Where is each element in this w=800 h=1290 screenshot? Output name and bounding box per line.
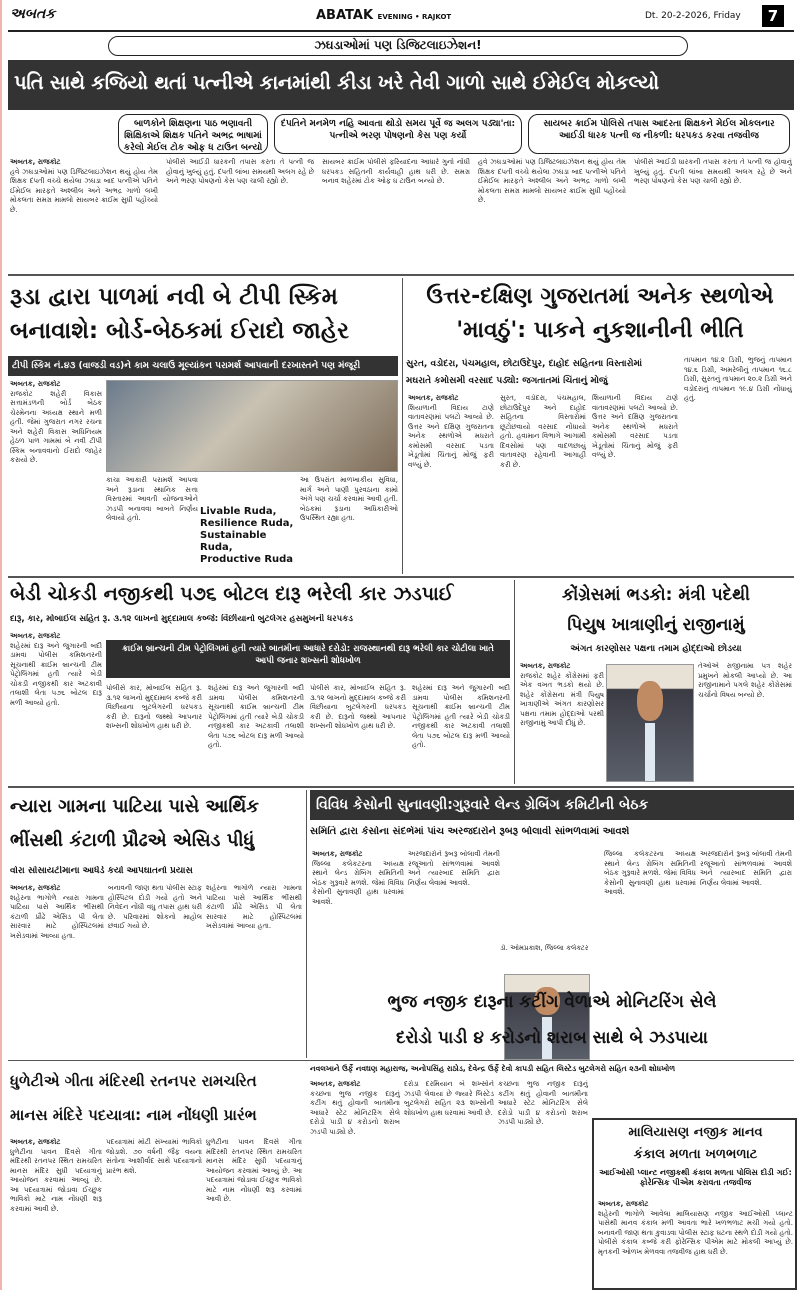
congress-subhead: અંગત કારણોસર પક્ષના તમામ હોદ્દાઓ છોડયા bbox=[570, 644, 742, 654]
logo: અબતક bbox=[10, 6, 56, 22]
liquor-body-4: પોલીસે કાર, મોબાઈલ સહિત રૂ. ૩.૧૨ લાખનો મુદ્દામાલ કબ્જે કરી વિંછીયાના બુટલેગરની ધરપકડ કરી છે. દારૂનો જથ્થો આપનાર શખ્સની શોધખોળ હાથ ધરી છે. bbox=[310, 684, 406, 730]
bhuj-body-1: અબતક, રાજકોટ કચ્છના ભુજ નજીક દારૂનું કટીંગ થતું હોવાની બાતમીના આધારે સ્ટેટ મોનિટરિંગ સેલે દરોડો પાડી ૪ કરોડનો શરાબ ઝડપી પાડ્યો છે. bbox=[310, 1080, 400, 1136]
portrait-photo bbox=[606, 664, 694, 782]
land-body-2: અરજદારોને રૂબરૂ બોલાવી તેમની રજૂઆતો સાંભળવામાં આવશે અને ત્યારબાદ સમિતિ દ્વારા નિર્ણય લેવામાં આવશે. bbox=[408, 850, 500, 887]
skeleton-headline: માલિયાસણ નજીક માનવ કંકાલ મળતા ખળભળાટ bbox=[628, 1125, 763, 1162]
acid-body-1: અબતક, રાજકોટ શહેરના ભાગોળે ન્યારા ગામના પાટિયા પાસે આર્થિક ભીંસથી કંટાળી પ્રૌઢે એસિડ પી લેતા સારવાર માટે હોસ્પિટલમાં ખસેડવામાં આવ્યા હતા. bbox=[10, 884, 104, 940]
rain-body-2: સુરત, વડોદરા, પંચમહાલ, છોટાઉદેપુર અને દાહોદ સહિતના વિસ્તારોમાં છૂટોછવાયો વરસાદ નોંધાયો હતો. હવામાન વિભાગે આગામી દિવસોમાં પણ વાદળછાયું વાતાવરણ રહેવાની આગાહી કરી છે. bbox=[500, 394, 586, 469]
padyatra-body-2: પદયાત્રામાં મોટી સંખ્યામાં ભાવિકો જોડાશે. ૭૦ વર્ષની જૈફ વયના સંતોના આશીર્વાદ સાથે પદયાત્રાનો પ્રારંભ થશે. bbox=[106, 1138, 202, 1175]
acid-headline: ન્યારા ગામના પાટિયા પાસે આર્થિક ભીંસથી કંટાળી પ્રૌઢએ એસિડ પીધું bbox=[10, 796, 259, 851]
skeleton-body: અબતક, રાજકોટ શહેરની ભાગોળે આવેલા માલિયાસણ નજીક આઈઓસી પ્લાન્ટ પાસેથી માનવ કંકાલ મળી આવતા ભારે ખળભળાટ મચી ગયો હતો. બનાવની જાણ થતા કુવાડવા પોલીસ સ્ટાફ ઘટના સ્થળે દોડી ગયો હતો. પોલીસે કંકાલ કબ્જે કરી ફોરેન્સિક પીએમ માટે મોકલી આપ્યું છે. મૃતકની ઓળખ મેળવવા તજવીજ હાથ ધરી છે. bbox=[598, 1200, 793, 1256]
ruda-headline: રૂડા દ્વારા પાળમાં નવી બે ટીપી સ્કિમ બનાવાશે: બોર્ડ-બેઠકમાં ઈરાદો જાહેર bbox=[10, 284, 350, 344]
acid-body-2: બનાવની જાણ થતા પોલીસ સ્ટાફ હોસ્પિટલ દોડી ગયો હતો અને નિવેદન નોંધી વધુ તપાસ હાથ ધરી છે. પરિવારમાં શોકનો માહોલ છવાઈ ગયો છે. bbox=[108, 884, 202, 930]
liquor-headline: બેડી ચોકડી નજીકથી ૫૭૬ બોટલ દારૂ ભરેલી કાર ઝડપાઈ bbox=[10, 583, 454, 605]
section-rule bbox=[8, 274, 794, 276]
section-rule-3 bbox=[8, 786, 794, 788]
ruda-body-1: અબતક, રાજકોટ રાજકોટ શહેરી વિકાસ સત્તામંડળની બોર્ડ બેઠક ચેરમેનના અધ્યક્ષ સ્થાને મળી હતી. જેમાં ગુજરાત નગર રચના અને શહેરી વિકાસ અધિનિયમ હેઠળ પાળ ગામમાં બે નવી ટીપી સ્કિમ બનાવવાનો ઈરાદો જાહેર કરાયો છે. bbox=[10, 380, 102, 464]
liquor-body-5: શહેરમાં દારૂ અને જુગારની બદી ડામવા પોલીસ કમિશનરની સૂચનાથી ક્રાઈમ બ્રાન્ચની ટીમ પેટ્રોલિંગમાં હતી ત્યારે બેડી ચોકડી નજીકથી કાર અટકાવી તલાશી લેતા ૫૭૬ બોટલ દારૂ મળી આવ્યો હતો. bbox=[412, 684, 510, 749]
congress-body-2: તેઓએ રાજીનામા પત્ર શહેર પ્રમુખને મોકલી આપ્યો છે. આ રાજીનામાને પગલે શહેર કોંગ્રેસમાં ચર્ચાનો વિષય બન્યો છે. bbox=[698, 662, 792, 699]
story1-body: અબતક, રાજકોટ હવે ઝઘડાઓમાં પણ ડિજિટલાઇઝેશન થયું હોય તેમ શિક્ષક દંપતી વચ્ચે થયેલા ઝઘડા બાદ પત્નીએ પતિને ઈમેઈલ મારફતે અશ્લીલ અને અભદ્ર ગાળો લખી મોકલતા સમગ્ર મામલો સાયબર ક્રાઈમ સુધી પહોંચ્યો છે. પોલીસે આઈડી ધારકની તપાસ કરતા તે પત્ની જ હોવાનું ખુલ્યું હતું. દંપતી લાંબા સમયથી અલગ રહે છે અને ભરણ પોષણનો કેસ પણ ચાલી રહ્યો છે. સાયબર ક્રાઈમ પોલીસે ફરિયાદના આધારે ગુનો નોંધી ધરપકડ સહિતની કાર્યવાહી હાથ ધરી છે. સમગ્ર બનાવ શહેરમાં ટોક ઓફ ધ ટાઉન બન્યો છે. હવે ઝઘડાઓમાં પણ ડિજિટલાઇઝેશન થયું હોય તેમ શિક્ષક દંપતી વચ્ચે થયેલા ઝઘડા બાદ પત્નીએ પતિને ઈમેઈલ મારફતે અશ્લીલ અને અભદ્ર ગાળો લખી મોકલતા સમગ્ર મામલો સાયબર ક્રાઈમ સુધી પહોંચ્યો છે. પોલીસે આઈડી ધારકની તપાસ કરતા તે પત્ની જ હોવાનું ખુલ્યું હતું. દંપતી લાંબા સમયથી અલગ રહે છે અને ભરણ પોષણનો કેસ પણ ચાલી રહ્યો છે. bbox=[10, 158, 792, 214]
acid-subhead: વોરા સોસાયટીમાના આધેડે કર્યો આપઘાતનો પ્રયાસ bbox=[10, 866, 193, 876]
ruda-slogan: Livable Ruda, Resilience Ruda, Sustainable Ruda, Productive Ruda bbox=[200, 506, 294, 565]
bhuj-subhead: નવલખાને ઉર્ફે નવઘણ મહારાજ, અનોપસિંહ રાઠોડ, દેવેન્દ્ર ઉર્ફે દેવો કાપડી સહિત લિસ્ટેડ બુટલેગરો સહિત ૨૩ની શોધખોળ bbox=[310, 1064, 676, 1073]
padyatra-body-1: અબતક, રાજકોટ ધુળેટીના પાવન દિવસે ગીતા મંદિરથી રતનપર સ્થિત રામચરિત માનસ મંદિર સુધી પદયાત્રાનું આયોજન કરવામાં આવ્યું છે. આ પદયાત્રામાં જોડાવા ઈચ્છુક ભાવિકો માટે નામ નોંધણી શરૂ કરવામાં આવી છે. bbox=[10, 1138, 102, 1213]
col-divider-2 bbox=[514, 580, 515, 784]
bhuj-body-2: દરોડા દરમિયાન બે શખ્સોને ઝડપી લેવાયા છે જ્યારે લિસ્ટેડ બુટલેગરો સહિત ૨૩ શખ્સોની શોધખોળ હાથ ધરવામાં આવી છે. bbox=[404, 1080, 494, 1117]
ruda-subhead: ટીપી સ્કિમ નં.૪૩ (વાજડી વડ)ને કામ ચલાઉ મૂલ્યાંકન પરામર્શ આપવાની દરખાસ્તને પણ મંજૂરી bbox=[8, 356, 398, 376]
congress-body-1: અબતક, રાજકોટ રાજકોટ શહેર કોંગ્રેસમાં ફરી એક વખત ભડકો થયો છે. શહેર કોંગ્રેસના મંત્રી પિયુષ ખાત્રાણીએ અંગત કારણોસર પક્ષના તમામ હોદ્દાઓ પરથી રાજીનામું આપી દીધું છે. bbox=[520, 662, 604, 727]
skeleton-subhead: આઈઓસી પ્લાન્ટ નજીકથી કંકાલ મળતા પોલિસ દોડી ગઈ: ફોરેન્સિક પીએમ કરાવતા તજવીજ bbox=[599, 1168, 792, 1187]
liquor-body-3: શહેરમાં દારૂ અને જુગારની બદી ડામવા પોલીસ કમિશનરની સૂચનાથી ક્રાઈમ બ્રાન્ચની ટીમ પેટ્રોલિંગમાં હતી ત્યારે બેડી ચોકડી નજીકથી કાર અટકાવી તલાશી લેતા ૫૭૬ બોટલ દારૂ મળી આવ્યો હતો. bbox=[208, 684, 304, 749]
rain-body-4: તાપમાન ૧૪.૨ ડિગ્રી, ભુજનું તાપમાન ૧૪.૬ ડિગ્રી, અમરેલીનું તાપમાન ૧૬.૮ ડિગ્રી, સુરતનું તાપમાન ૨૦.૨ ડિગ્રી અને વડોદરાનું તાપમાન ૧૯.૪ ડિગ્રી નોંધાયું હતું. bbox=[684, 356, 792, 402]
padyatra-body-3: ધુળેટીના પાવન દિવસે ગીતા મંદિરથી રતનપર સ્થિત રામચરિત માનસ મંદિર સુધી પદયાત્રાનું આયોજન કરવામાં આવ્યું છે. આ પદયાત્રામાં જોડાવા ઈચ્છુક ભાવિકો માટે નામ નોંધણી શરૂ કરવામાં આવી છે. bbox=[206, 1138, 302, 1203]
section-rule-2 bbox=[8, 576, 794, 578]
liquor-body-2: પોલીસે કાર, મોબાઈલ સહિત રૂ. ૩.૧૨ લાખનો મુદ્દામાલ કબ્જે કરી વિંછીયાના બુટલેગરની ધરપકડ કરી છે. દારૂનો જથ્થો આપનાર શખ્સની શોધખોળ હાથ ધરી છે. bbox=[106, 684, 202, 730]
land-body-4: અરજદારોને રૂબરૂ બોલાવી તેમની રજૂઆતો સાંભળવામાં આવશે અને ત્યારબાદ સમિતિ દ્વારા નિર્ણય લેવામાં આવશે. bbox=[700, 850, 792, 887]
sub-box-3: સાયબર ક્રાઈમ પોલિસે તપાસ આદરતા શિક્ષકને મેઈલ મોકલનાર આઈડી ધારક પત્ની જ નીકળી: ધરપકડ કરવા તજવીજ bbox=[528, 114, 790, 154]
lead-headline-bar bbox=[8, 60, 794, 110]
bhuj-headline: ભુજ નજીક દારૂના કટીંગ વેળાએ મોનિટરિંગ સેલે દરોડો પાડી ૪ કરોડનો શરાબ સાથે બે ઝડપાયા bbox=[387, 992, 717, 1048]
sub-box-2: દંપતિને મનમેળ નહિ આવતા થોડો સમય પૂર્વે જ અલગ પડ્યા'તા: પત્નીએ ભરણ પોષણનો કેસ પણ કર્યો bbox=[274, 114, 522, 154]
padyatra-headline: ધુળેટીએ ગીતા મંદિરથી રતનપર રામચરિત માનસ મંદિરે પદયાત્રા: નામ નોંધણી પ્રારંભ bbox=[10, 1072, 257, 1124]
congress-headline: કોંગ્રેસમાં ભડકો: મંત્રી પદેથી પિયુષ ખાત્રાણીનું રાજીનામું bbox=[561, 585, 751, 635]
bhuj-body-3: કચ્છના ભુજ નજીક દારૂનું કટીંગ થતું હોવાની બાતમીના આધારે સ્ટેટ મોનિટરિંગ સેલે દરોડો પાડી ૪ કરોડનો શરાબ ઝડપી પાડ્યો છે. bbox=[498, 1080, 588, 1126]
col-divider-3 bbox=[306, 790, 307, 1058]
rain-subhead: સુરત, વડોદરા, પંચમહાલ, છોટાઉદેપુર, દાહોદ સહિતના વિસ્તારોમાં મઘરાતે કમોસમી વરસાદ પડ્યો: જગતાતમાં ચિંતાનું મોજું bbox=[406, 359, 643, 386]
section-rule-4 bbox=[8, 1060, 794, 1061]
sub-box-1: બાળકોને શિક્ષણના પાઠ ભણાવતી શિક્ષિકાએ શિક્ષક પતિને અભદ્ર ભાષામાં કરેલો મેઈલ ટોક ઓફ ધ ટાઉન બન્યો bbox=[118, 114, 268, 154]
masthead-rule bbox=[8, 30, 794, 32]
ruda-body-2: કાચા આકારી પરામર્શ આપવા અને રૂડાના સ્થાનિક સત્તા વિસ્તારમાં આવતી યોજનાઓને ઝડપી બનાવવા બાબતે નિર્ણય લેવાયો હતો. bbox=[106, 476, 198, 522]
acid-body-3: શહેરના ભાગોળે ન્યારા ગામના પાટિયા પાસે આર્થિક ભીંસથી કંટાળી પ્રૌઢે એસિડ પી લેતા સારવાર માટે હોસ્પિટલમાં ખસેડવામાં આવ્યા હતા. bbox=[206, 884, 302, 930]
meeting-photo bbox=[106, 380, 398, 472]
ruda-body-3: આ ઉપરાંત માળખાકીય સુવિધા, માર્ગ અને પાણી પુરવઠાના કામો અંગે પણ ચર્ચા કરવામાં આવી હતી. બેઠકમાં રૂડાના અધિકારીઓ ઉપસ્થિત રહ્યા હતા. bbox=[300, 476, 398, 522]
liquor-subhead: દારૂ, કાર, મોબાઈલ સહિત રૂ. ૩.૧૨ લાખનો મુદ્દામાલ કબ્જે: વિંછીયાનો બુટલેગર હસમુખની ધરપકડ bbox=[10, 614, 353, 624]
rain-headline: ઉત્તર-દક્ષિણ ગુજરાતમાં અનેક સ્થળોએ 'માવઠું': પાકને નુકશાનીની ભીતિ bbox=[426, 284, 774, 343]
land-headline: વિવિધ કેસોની સુનાવણી:ગુરૂવારે લેન્ડ ગ્રેબિંગ કમિટીની બેઠક bbox=[316, 797, 649, 813]
paper-name: ABATAK EVENING • RAJKOT bbox=[316, 8, 452, 23]
rain-body-3: શિયાળાની વિદાય ટાણે વાતાવરણમાં પલટો આવ્યો છે. ઉત્તર અને દક્ષિણ ગુજરાતના અનેક સ્થળોએ મધરાતે કમોસમી વરસાદ પડતા ખેડૂતોમાં ચિંતાનું મોજું ફરી વળ્યું છે. bbox=[592, 394, 678, 459]
page-number: 7 bbox=[762, 5, 784, 27]
liquor-highlight-box: ક્રાઈમ બ્રાન્ચની ટીમ પેટ્રોલિંગમાં હતી ત્યારે બાતમીના આધારે દરોડો: રાજસ્થાનથી દારૂ ભરેલી કાર ચોટીલા ખાતે આપી જનાર શખ્સની શોધખોળ bbox=[106, 640, 510, 678]
collector-caption: ડૉ. ઓમપ્રકાશ, જિલ્લા કલેક્ટર bbox=[500, 944, 589, 952]
liquor-body-1: અબતક, રાજકોટ શહેરમાં દારૂ અને જુગારની બદી ડામવા પોલીસ કમિશનરની સૂચનાથી ક્રાઈમ બ્રાન્ચની ટીમ પેટ્રોલિંગમાં હતી ત્યારે બેડી ચોકડી નજીકથી કાર અટકાવી તલાશી લેતા ૫૭૬ બોટલ દારૂ મળી આવ્યો હતો. bbox=[10, 632, 102, 707]
page-edge-strip bbox=[0, 0, 2, 1290]
skeleton-story-box bbox=[592, 1118, 797, 1290]
col-divider bbox=[402, 278, 403, 574]
land-subhead: સમિતિ દ્વારા કેસોના સંદર્ભમાં પાંચ અરજદારોને રૂબરૂ બોલાવી સાંભળવામાં આવશે bbox=[310, 826, 630, 837]
land-body-1: અબતક, રાજકોટ જિલ્લા કલેકટરના અધ્યક્ષ સ્થાને લેન્ડ ગ્રેબિંગ સમિતિની બેઠક ગુરૂવારે મળશે. જેમાં વિવિધ કેસોની સુનાવણી હાથ ધરવામાં આવશે. bbox=[312, 850, 404, 906]
issue-date: Dt. 20-2-2026, Friday bbox=[645, 11, 741, 21]
land-headline-bar bbox=[310, 790, 794, 820]
masthead bbox=[0, 0, 800, 32]
story-kicker: ઝઘડાઓમાં પણ ડિજિટલાઇઝેશન! bbox=[108, 36, 688, 56]
land-body-3: જિલ્લા કલેકટરના અધ્યક્ષ સ્થાને લેન્ડ ગ્રેબિંગ સમિતિની બેઠક ગુરૂવારે મળશે. જેમાં વિવિધ કેસોની સુનાવણી હાથ ધરવામાં આવશે. bbox=[604, 850, 696, 896]
lead-headline: પતિ સાથે કજિયો થતાં પત્નીએ કાનમાંથી કીડા ખરે તેવી ગાળો સાથે ઈમેઈલ મોકલ્યો bbox=[14, 71, 659, 94]
rain-body-1: અબતક, રાજકોટ શિયાળાની વિદાય ટાણે વાતાવરણમાં પલટો આવ્યો છે. ઉત્તર અને દક્ષિણ ગુજરાતના અનેક સ્થળોએ મધરાતે કમોસમી વરસાદ પડતા ખેડૂતોમાં ચિંતાનું મોજું ફરી વળ્યું છે. bbox=[408, 394, 494, 469]
